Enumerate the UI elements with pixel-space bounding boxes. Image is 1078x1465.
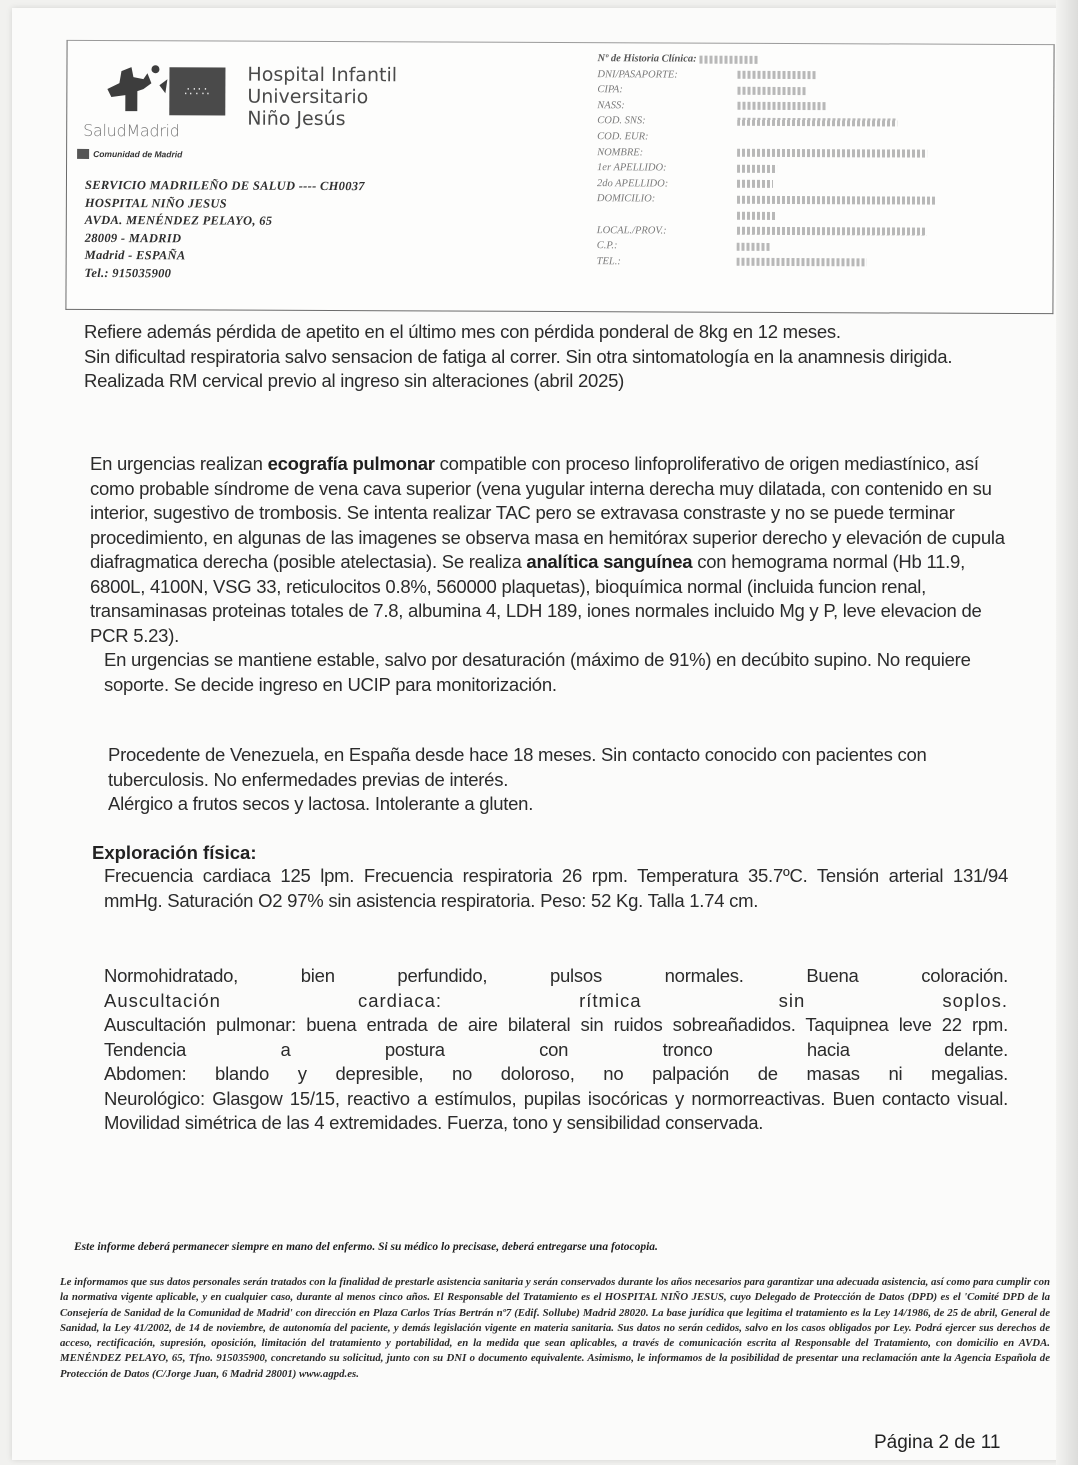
patient-field: DNI/PASAPORTE:	[597, 67, 1037, 85]
patient-field: DOMICILIO:	[597, 192, 1037, 210]
comunidad-flag-icon	[77, 149, 89, 159]
patient-field: 2do APELLIDO:	[597, 176, 1037, 194]
patient-field: COD. SNS:	[597, 114, 1037, 132]
patient-field: LOCAL./PROV.:	[597, 223, 1037, 241]
emergency-workup-paragraph: En urgencias realizan ecografía pulmonar compatible con proceso linfoproliferativo de origen mediastínico, así como probable síndrome de vena cava superior (vena yugular interna derecha muy dilatada, con contenido en su interior, sugestivo de trombosis. Se intenta realizar TAC pero se extravasa constraste y no se puede terminar procedimiento, en algunas de las imagenes se observa masa en hemitórax superior derecho y elevación de cupula diafragmatica derecha (posible atelectasia). Se realiza analítica sanguínea con hemograma normal (Hb 11.9, 6800L, 4100N, VSG 33, reticulocitos 0.8%, 560000 plaquetas), bioquímica normal (incluida funcion renal, transaminasas proteinas totales de 7.8, albumina 4, LDH 189, iones normales incluido Mg y P, leve elevacion de PCR 5.23).	[90, 453, 1005, 646]
redacted-value	[737, 165, 777, 173]
redacted-value	[737, 87, 807, 95]
redacted-value	[737, 71, 817, 79]
patient-field: COD. EUR:	[597, 131, 649, 143]
physical-exam-findings: Normohidratado, bien perfundido, pulsos normales. Buena coloración. Auscultación cardiaca: rítmica sin soplos. Auscultación pulmonar: buena entrada de aire bilateral sin ruidos sobreañadidos. Taquipnea leve 22 rpm. Tendencia a postura con tronco hacia delante. Abdomen: blando y depresible, no doloroso, no palpación de masas ni megalias. Neurológico: Glasgow 15/15, reactivo a estímulos, pupilas isocóricas y normorreactivas. Buen contacto visual. Movilidad simétrica de las 4 extremidades. Fuerza, tono y sensibilidad conservada.	[104, 965, 1008, 1133]
salud-madrid-logo	[77, 55, 237, 166]
patient-field: C.P.:	[597, 238, 1037, 256]
emergency-findings-section	[90, 452, 1010, 697]
hospital-name: Hospital Infantil Universitario Niño Jesús	[247, 63, 398, 131]
emergency-course-paragraph: En urgencias se mantiene estable, salvo por desaturación (máximo de 91%) en decúbito supino. No requiere soporte. Se decide ingreso en UCIP para monitorización.	[104, 649, 971, 695]
redacted-value	[737, 102, 827, 110]
physical-exam-heading: Exploración física:	[92, 842, 257, 863]
redacted-value	[737, 242, 771, 250]
data-protection-notice: Le informamos que sus datos personales serán tratados con la finalidad de prestarle asistencia sanitaria y serán conservados durante los años necesarios para garantizar una adecuada asistencia, así como para cumplir con la normativa vigente aplicable, y en cualquier caso, durante al menos cinco años. El Responsable del Tratamiento es el HOSPITAL NIÑO JESUS, cuyo Delegado de Protección de Datos (DPD) es el 'Comité DPD de la Consejería de Sanidad de la Comunidad de Madrid' con dirección en Plaza Carlos Trías Bertrán nº7 (Edif. Sollube) Madrid 28020. La base jurídica que legitima el tratamiento es la Ley 14/1986, de 25 de abril, General de Sanidad, la Ley 41/2002, de 14 de noviembre, de autonomía del paciente, y demás legislación vigente en materia sanitaria. Sus datos no serán cedidos, salvo en los casos obligados por Ley. Podrá ejercer sus derechos de acceso, rectificación, supresión, oposición, limitación del tratamiento y portabilidad, en la medida que sean aplicables, a través de comunicación escrita al Responsable del Tratamiento, con domicilio en AVDA. MENÉNDEZ PELAYO, 65, Tfno. 915035900, concretando su solicitud, junto con su DNI o documento equivalente. Asimismo, le informamos de la posibilidad de presentar una reclamación ante la Agencia Española de Protección de Datos (C/Jorge Juan, 6 Madrid 28001) www.agpd.es.	[60, 1276, 1050, 1380]
vital-signs: Frecuencia cardiaca 125 lpm. Frecuencia respiratoria 26 rpm. Temperatura 35.7ºC. Tensión arterial 131/94 mmHg. Saturación O2 97% sin asistencia respiratoria. Peso: 52 Kg. Talla 1.74 cm.	[104, 865, 1008, 911]
comunidad-de-madrid-label: Comunidad de Madrid	[77, 149, 182, 159]
redacted-value	[737, 258, 867, 267]
patient-identification-block	[597, 51, 1038, 271]
service-address: SERVICIO MADRILEÑO DE SALUD ---- CH0037 HOSPITAL NIÑO JESUS AVDA. MENÉNDEZ PELAYO, 65 28009 - MADRID Madrid - ESPAÑA Tel.: 915035900	[84, 177, 365, 280]
document-page	[12, 8, 1062, 1460]
report-custody-notice: Este informe deberá permanecer siempre en mano del enfermo. Si su médico lo precisase, deberá entregarse una fotocopia.	[74, 1241, 658, 1253]
patient-field: NASS:	[597, 98, 1037, 116]
redacted-value	[737, 149, 927, 158]
background-section: Procedente de Venezuela, en España desde hace 18 meses. Sin contacto conocido con pacientes con tuberculosis. No enfermedades previas de interés. Alérgico a frutos secos y lactosa. Intolerante a gluten.	[108, 744, 927, 814]
redacted-value	[737, 180, 773, 188]
salud-madrid-wordmark: SaludMadrid	[83, 120, 180, 141]
patient-field: TEL.:	[597, 254, 1037, 272]
redacted-value	[737, 196, 937, 205]
patient-field: CIPA:	[597, 82, 1037, 100]
redacted-value	[737, 227, 927, 236]
redacted-value	[737, 211, 777, 219]
salud-madrid-figure-icon	[103, 63, 173, 115]
redacted-value	[737, 118, 897, 127]
madrid-flag-icon: ∴∵∴	[169, 67, 225, 115]
patient-field: NOMBRE:	[597, 145, 1037, 163]
anamnesis-section: Refiere además pérdida de apetito en el último mes con pérdida ponderal de 8kg en 12 meses. Sin dificultad respiratoria salvo sensacion de fatiga al correr. Sin otra sintomatología en la anamnesis dirigida. Realizada RM cervical previo al ingreso sin alteraciones (abril 2025)	[84, 321, 953, 391]
patient-field: 1er APELLIDO:	[597, 160, 1037, 178]
clinical-history-number: Nº de Historia Clínica:	[597, 51, 1037, 69]
document-header	[65, 40, 1054, 314]
redacted-value	[700, 55, 760, 63]
page-number: Página 2 de 11	[874, 1432, 1001, 1453]
scan-edge-shadow	[1056, 0, 1078, 1465]
